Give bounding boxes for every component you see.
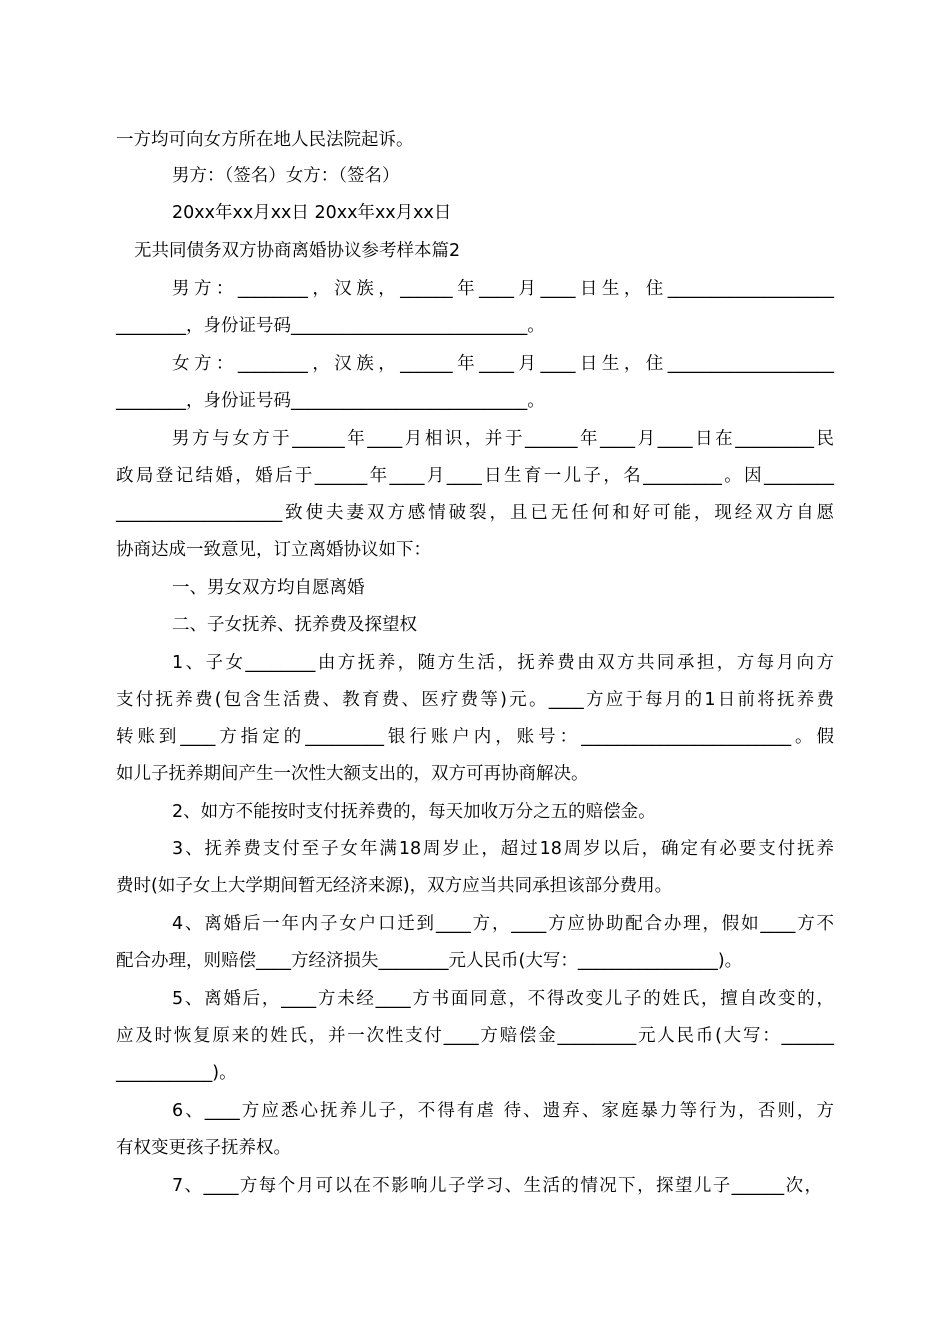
- text-line: 5、离婚后，____方未经____方书面同意，不得改变儿子的姓氏，擅自改变的，: [172, 989, 834, 1009]
- text-line: ________，身份证号码___________________________。: [116, 316, 545, 336]
- text-line: 3、抚养费支付至子女年满18周岁止，超过18周岁以后，确定有必要支付抚养: [172, 839, 834, 859]
- text-line: 男方：________，汉族，______年____月____日生，住___________________: [172, 279, 834, 299]
- text-line: 转账到____方指定的_________银行账户内，账号：________________________。假: [116, 727, 834, 747]
- text-line: 一方均可向女方所在地人民法院起诉。: [116, 130, 414, 150]
- text-line: 7、____方每个月可以在不影响儿子学习、生活的情况下，探望儿子______次，: [172, 1176, 822, 1196]
- text-line: 女方：________，汉族，______年____月____日生，住___________________: [172, 354, 834, 374]
- text-line: 6、____方应悉心抚养儿子，不得有虐 待、遗弃、家庭暴力等行为，否则，方: [172, 1101, 834, 1121]
- text-line: 1、子女________由方抚养，随方生活，抚养费由双方共同承担，方每月向方: [172, 653, 834, 673]
- clause-heading: 二、子女抚养、抚养费及探望权: [172, 615, 417, 635]
- text-line: 如儿子抚养期间产生一次性大额支出的，双方可再协商解决。: [116, 764, 589, 784]
- text-line: ________，身份证号码___________________________。: [116, 391, 545, 411]
- text-line: 配合办理，则赔偿____方经济损失________元人民币(大写：________________)。: [116, 951, 743, 971]
- section-title: 无共同债务双方协商离婚协议参考样本篇2: [134, 241, 461, 261]
- text-line: 政局登记结婚，婚后于______年____月____日生育一儿子，名_________。因________: [116, 466, 834, 486]
- text-line: 应及时恢复原来的姓氏，并一次性支付____方赔偿金_________元人民币(大写：______: [116, 1026, 834, 1046]
- signature-line: 男方：（签名）女方：（签名）: [172, 166, 400, 186]
- text-line: 有权变更孩子抚养权。: [116, 1138, 291, 1158]
- date-line: 20xx年xx月xx日 20xx年xx月xx日: [172, 203, 452, 223]
- text-line: 协商达成一致意见，订立离婚协议如下：: [116, 540, 431, 560]
- text-line: ___________)。: [116, 1063, 237, 1083]
- text-line: 费时(如子女上大学期间暂无经济来源)，双方应当共同承担该部分费用。: [116, 876, 673, 896]
- text-line: 男方与女方于______年____月相识，并于______年____月____日在_________民: [172, 429, 834, 449]
- clause-heading: 一、男女双方均自愿离婚: [172, 578, 365, 598]
- text-line: ___________________致使夫妻双方感情破裂，且已无任何和好可能，现经双方自愿: [116, 503, 834, 523]
- text-line: 支付抚养费(包含生活费、教育费、医疗费等)元。____方应于每月的1日前将抚养费: [116, 690, 834, 710]
- text-line: 4、离婚后一年内子女户口迁到____方，____方应协助配合办理，假如____方不: [172, 914, 834, 934]
- text-line: 2、如方不能按时支付抚养费的，每天加收万分之五的赔偿金。: [172, 802, 656, 822]
